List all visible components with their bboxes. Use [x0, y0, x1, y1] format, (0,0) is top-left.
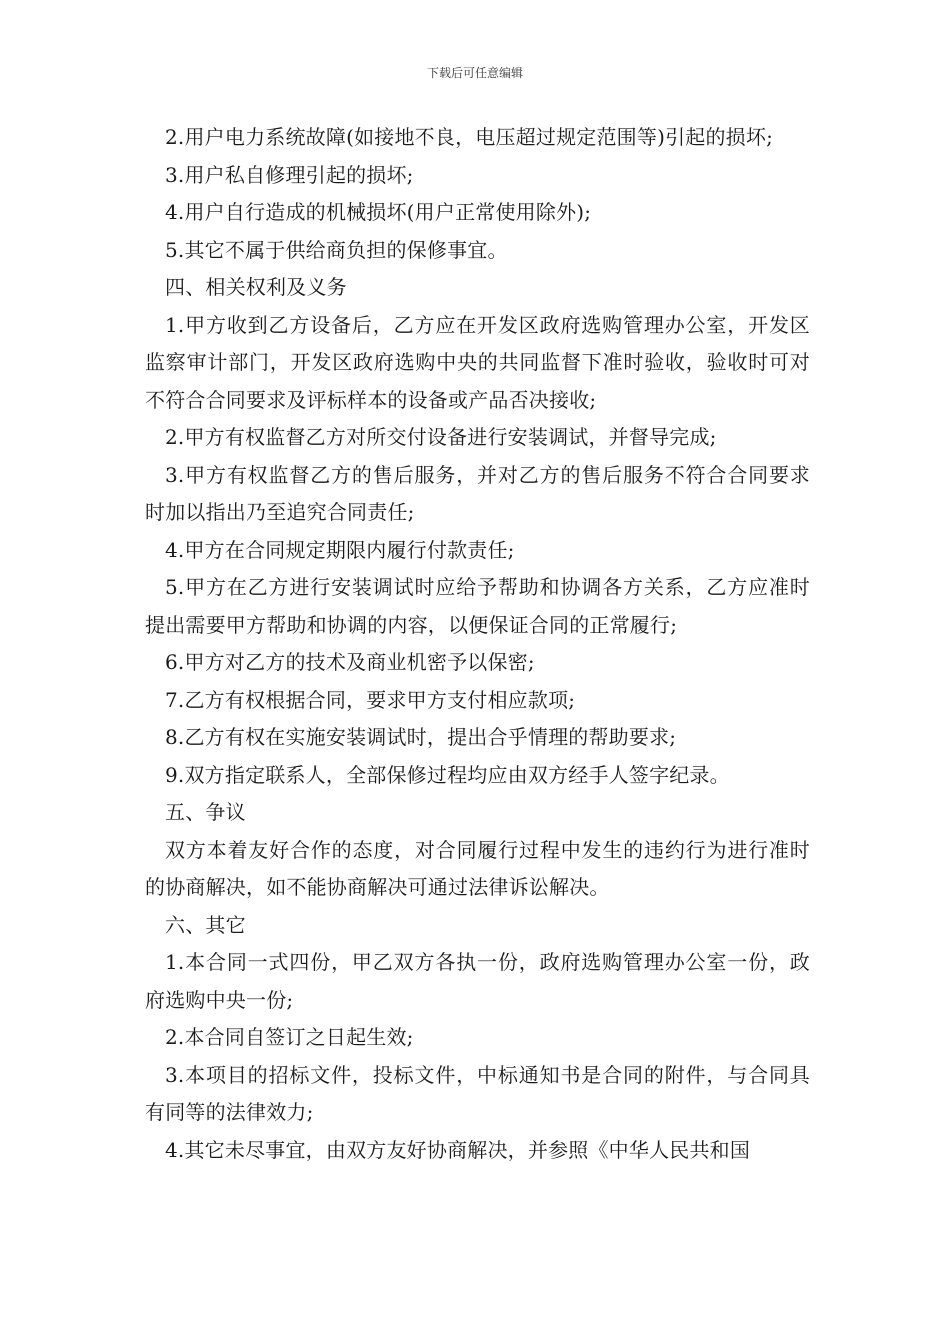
clause-contact-persons: 9.双方指定联系人，全部保修过程均应由双方经手人签字纪录。 — [165, 762, 730, 787]
clause-confidentiality: 6.甲方对乙方的技术及商业机密予以保密; — [165, 650, 535, 674]
clause-damage-self-repair: 3.用户私自修理引起的损坏; — [165, 162, 414, 187]
document-body — [145, 119, 810, 1169]
section-heading-rights-obligations: 四、相关权利及义务 — [165, 275, 347, 299]
clause-other-exclusions: 5.其它不属于供给商负担的保修事宜。 — [165, 237, 508, 262]
clause-aftersales-supervision: 3.甲方有权监督乙方的售后服务，并对乙方的售后服务不符合合同要求时加以指出乃至追究合同责任; — [145, 462, 810, 524]
clause-dispute-resolution: 双方本着友好合作的态度，对合同履行过程中发生的违约行为进行准时的协商解决，如不能协商解决可通过法律诉讼解决。 — [145, 837, 810, 899]
clause-acceptance: 1.甲方收到乙方设备后，乙方应在开发区政府选购管理办公室，开发区监察审计部门，开发区政府选购中央的共同监督下准时验收，验收时可对不符合合同要求及评标样本的设备或产品否决接收; — [145, 312, 810, 412]
clause-effective-date: 2.本合同自签订之日起生效; — [165, 1025, 414, 1049]
clause-copies: 1.本合同一式四份，甲乙双方各执一份，政府选购管理办公室一份，政府选购中央一份; — [145, 950, 810, 1012]
section-heading-disputes: 五、争议 — [165, 800, 246, 824]
clause-damage-power-fault: 2.用户电力系统故障(如接地不良，电压超过规定范围等)引起的损坏; — [165, 125, 774, 149]
clause-assistance-request: 8.乙方有权在实施安装调试时，提出合乎情理的帮助要求; — [165, 725, 677, 749]
clause-coordination: 5.甲方在乙方进行安装调试时应给予帮助和协调各方关系，乙方应准时提出需要甲方帮助和协调的内容，以便保证合同的正常履行; — [145, 575, 810, 637]
clause-attachments: 3.本项目的招标文件，投标文件，中标通知书是合同的附件，与合同具有同等的法律效力; — [145, 1062, 810, 1124]
clause-payment-right: 7.乙方有权根据合同，要求甲方支付相应款项; — [165, 687, 576, 712]
clause-installation-supervision: 2.甲方有权监督乙方对所交付设备进行安装调试，并督导完成; — [165, 425, 717, 449]
header-note: 下载后可任意编辑 — [426, 66, 523, 80]
clause-payment: 4.甲方在合同规定期限内履行付款责任; — [165, 537, 515, 562]
clause-unresolved-matters: 4.其它未尽事宜，由双方友好协商解决，并参照《中华人民共和国 — [165, 1137, 751, 1162]
clause-damage-mechanical: 4.用户自行造成的机械损坏(用户正常使用除外); — [165, 200, 592, 224]
section-heading-other: 六、其它 — [165, 912, 246, 937]
